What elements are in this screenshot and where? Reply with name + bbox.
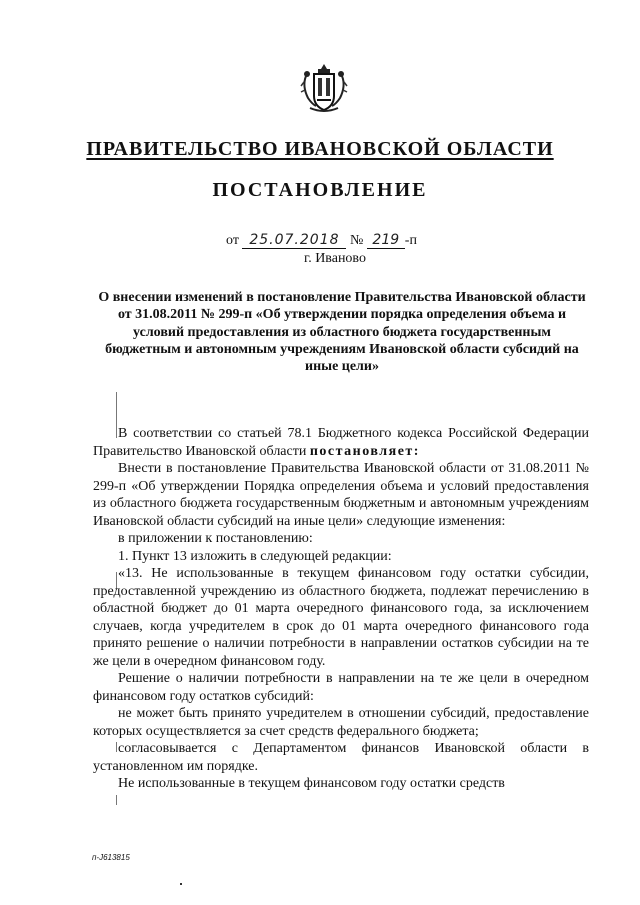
document-type: ПОСТАНОВЛЕНИЕ <box>212 179 428 201</box>
document-code: п-J613815 <box>92 853 130 862</box>
margin-mark <box>116 795 117 805</box>
handwritten-date: 25.07.2018 <box>242 232 346 249</box>
body-paragraph: не может быть принято учредителем в отношении субсидий, предоставление которых осуществляется за счет средств федерального бюджета; <box>93 706 589 739</box>
body-paragraph: 1. Пункт 13 изложить в следующей редакции: <box>118 548 392 564</box>
city: г. Иваново <box>304 251 366 266</box>
document-body <box>93 425 589 793</box>
body-paragraph: «13. Не использованные в текущем финансовом году остатки субсидии, предоставленной учреждению из областного бюджета, подлежат перечислению в областной бюджет до 01 марта очередного финансового года, за исключением случаев, когда учредителем в срок до 01 марта очередного финансового года принято решение о наличии потребности в направлении остатков субсидии на те же цели в очередном финансовом году. <box>93 566 589 669</box>
body-paragraph: согласовывается с Департаментом финансов Ивановской области в установленном им порядке. <box>93 741 589 774</box>
registration-line <box>226 232 417 249</box>
handwritten-number: 219 <box>367 232 405 249</box>
document-subject: О внесении изменений в постановление Правительства Ивановской области от 31.08.2011 № 299-п «Об утверждении порядка определения объема и условий предоставления из областного бюджета государственным бюджетным и автономным учреждениям Ивановской области субсидий на иные цели» <box>98 290 586 375</box>
government-title: ПРАВИТЕЛЬСТВО ИВАНОВСКОЙ ОБЛАСТИ <box>86 138 554 160</box>
body-paragraph: в приложении к постановлению: <box>118 531 313 546</box>
body-paragraph: Внести в постановление Правительства Ивановской области от 31.08.2011 № 299-п «Об утверждении Порядка определения объема и условий предоставления из областного бюджета государственным бюджетным и автономным учреждениям Ивановской области субсидий на иные цели» следующие изменения: <box>93 461 589 529</box>
body-paragraph: Не использованные в текущем финансовом году остатки средств <box>118 776 505 791</box>
ivanovo-coat-of-arms-icon <box>300 62 348 114</box>
body-paragraph: Решение о наличии потребности в направлении на те же цели в очередном финансовом году остатков субсидий: <box>93 671 589 704</box>
number-label: № <box>349 233 364 248</box>
number-suffix: -п <box>404 233 417 248</box>
resolve-word: постановляет: <box>309 443 420 459</box>
from-label: от <box>226 233 239 248</box>
scan-dot <box>180 883 182 885</box>
body-paragraph: В соответствии со статьей 78.1 Бюджетного кодекса Российской Федерации Правительство Ивановской области постановляет: <box>93 426 589 459</box>
